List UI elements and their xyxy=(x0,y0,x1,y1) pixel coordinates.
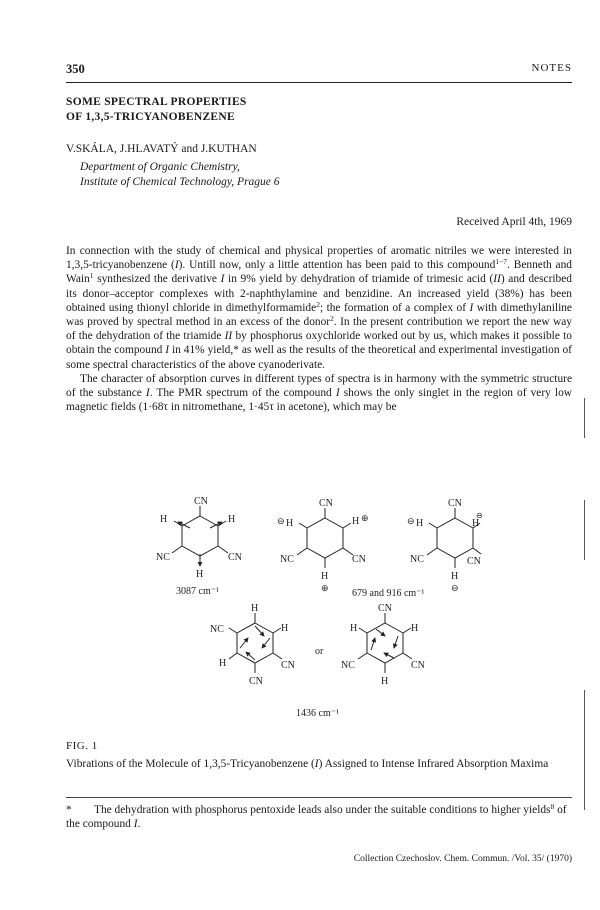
structure-ch-stretch xyxy=(172,506,228,566)
article-title xyxy=(66,95,536,125)
group-cn: CN xyxy=(467,556,481,567)
atom-h: H xyxy=(286,518,294,529)
figure-label: FIG. 1 xyxy=(66,740,98,752)
title-line-1: SOME SPECTRAL PROPERTIES xyxy=(66,96,247,108)
compound-ref: I xyxy=(220,273,225,286)
atom-h: H xyxy=(472,518,480,529)
bond xyxy=(358,653,367,659)
article-body xyxy=(66,244,572,414)
compound-ref: I xyxy=(145,387,150,400)
atom-h: H xyxy=(321,571,329,582)
received-date: Received April 4th, 1969 xyxy=(456,216,572,228)
text-run: The character of absorption curves in different types of spectra is in harmony with the symmetric structure of the substance xyxy=(66,372,572,400)
atom-h: H xyxy=(350,623,358,634)
figure-caption xyxy=(66,757,572,771)
charge-minus: ⊖ xyxy=(451,583,459,593)
footnote-mark: * xyxy=(66,804,72,816)
atom-h: H xyxy=(381,676,389,687)
margin-mark xyxy=(584,690,585,810)
citation: 2 xyxy=(330,314,334,324)
atom-h: H xyxy=(352,516,360,527)
charge-minus: ⊖ xyxy=(407,516,415,526)
bond xyxy=(403,653,412,659)
bond xyxy=(429,523,437,528)
margin-mark xyxy=(584,398,585,438)
group-nc: NC xyxy=(280,554,294,565)
group-cn: CN xyxy=(378,603,392,614)
text-run: The dehydration with phosphorus pentoxide leads also under the suitable conditions to higher yields xyxy=(94,804,551,816)
journal-citation: Collection Czechoslov. Chem. Commun. /Vol. 35/ (1970) xyxy=(353,854,572,864)
running-header xyxy=(66,62,572,80)
vibration-arrow xyxy=(262,638,270,648)
bond xyxy=(343,523,351,528)
compound-ref: I xyxy=(335,387,340,400)
citation: 1 xyxy=(89,271,94,281)
vibration-diagram xyxy=(130,488,490,728)
affiliation-line-1: Department of Organic Chemistry, xyxy=(80,161,240,173)
text-run: in 41% yield,* as well as the results of the theoretical and experimental investigation of some spectral characteristics of the above cyanoderivate. xyxy=(66,344,572,371)
vibration-arrow xyxy=(240,638,248,648)
group-cn: CN xyxy=(319,498,333,509)
atom-h: H xyxy=(219,658,227,669)
text-run: ). Untill now, only a little attention has been paid to this compound xyxy=(178,259,496,272)
text-run: ) Assigned to Intense Infrared Absorption Maxima xyxy=(318,758,549,770)
authors: V.SKÁLA, J.HLAVATÝ and J.KUTHAN xyxy=(66,143,257,155)
text-run: . Benneth and Wain xyxy=(66,259,572,286)
text-run: In connection with the study of chemical and physical properties of aromatic nitriles we were interested in 1,3,5-tricyanobenzene ( xyxy=(66,245,572,272)
bond xyxy=(229,628,237,633)
compound-ref: I xyxy=(469,301,474,314)
vibration-arrow xyxy=(376,629,385,636)
footnote xyxy=(66,803,572,831)
affiliation xyxy=(80,160,280,190)
ring-d xyxy=(237,623,273,663)
atom-h: H xyxy=(251,603,259,614)
page-number: 350 xyxy=(66,62,85,76)
charge-minus: ⊖ xyxy=(277,516,285,526)
atom-h: H xyxy=(196,569,204,580)
text-run: by phosphorus oxychloride worked out by us, which makes it possible to obtain the compound xyxy=(66,330,572,357)
text-run: ) and described its donor–acceptor complexes with 2-naphthylamine and benzidine. An increased yield (38%) has been obtained using thionyl chloride in dimethylformamide xyxy=(66,273,572,314)
group-cn: CN xyxy=(228,552,242,563)
ring-b xyxy=(307,518,343,558)
group-cn: CN xyxy=(249,676,263,687)
ring-e xyxy=(367,623,403,663)
structure-ring-1 xyxy=(229,613,282,673)
group-cn: CN xyxy=(194,496,208,507)
vibration-arrow xyxy=(394,636,398,648)
atom-h: H xyxy=(411,623,419,634)
structure-ring-2 xyxy=(358,613,412,673)
bond xyxy=(299,523,307,528)
compound-ref: I xyxy=(174,259,179,272)
paragraph-1 xyxy=(66,244,572,372)
text-run: of the compound xyxy=(66,804,567,831)
group-nc: NC xyxy=(210,624,224,635)
group-cn: CN xyxy=(448,498,462,509)
text-run: synthesized the derivative xyxy=(93,273,221,286)
ring-a xyxy=(182,516,218,556)
bond xyxy=(229,653,237,659)
text-run: Vibrations of the Molecule of 1,3,5-Tricyanobenzene ( xyxy=(66,758,315,770)
bond xyxy=(273,653,282,659)
text-run: . The PMR spectrum of the compound xyxy=(149,387,336,400)
margin-mark xyxy=(584,500,585,560)
charge-minus: ⊖ xyxy=(476,511,483,520)
paragraph-2 xyxy=(66,372,572,415)
group-cn: CN xyxy=(352,554,366,565)
compound-ref: I xyxy=(165,344,170,357)
or-label: or xyxy=(315,646,324,657)
label-3087: 3087 cm⁻¹ xyxy=(176,586,219,597)
section-label: NOTES xyxy=(531,62,572,74)
bond xyxy=(427,548,437,555)
atom-h: H xyxy=(416,518,424,529)
atom-h: H xyxy=(160,514,168,525)
compound-ref: II xyxy=(493,273,501,286)
bond xyxy=(473,548,481,554)
atom-h: H xyxy=(451,571,459,582)
ring-c xyxy=(437,518,473,558)
bond xyxy=(172,546,182,553)
group-nc: NC xyxy=(156,552,170,563)
charge-plus: ⊕ xyxy=(361,513,369,523)
text-run: with dimethylaniline was proved by spectral method in an excess of the donor xyxy=(66,301,572,329)
text-run: in 9% yield by dehydration of triamide of trimesic acid ( xyxy=(224,273,494,286)
group-cn: CN xyxy=(281,660,295,671)
label-679-916: 679 and 916 cm⁻¹ xyxy=(352,588,425,599)
bond xyxy=(403,628,411,633)
compound-ref: I xyxy=(133,818,138,831)
compound-ref: I xyxy=(314,758,319,770)
figure-1 xyxy=(130,488,490,728)
citation: 2 xyxy=(316,299,320,309)
text-run: ; the formation of a complex of xyxy=(319,301,470,314)
vibration-arrow xyxy=(371,638,375,650)
text-run: . xyxy=(137,818,141,831)
group-nc: NC xyxy=(341,660,355,671)
atom-h: H xyxy=(281,623,289,634)
bond xyxy=(297,548,307,555)
footnote-rule xyxy=(66,797,572,798)
title-line-2: OF 1,3,5-TRICYANOBENZENE xyxy=(66,111,235,123)
atom-h: H xyxy=(228,514,236,525)
label-1436: 1436 cm⁻¹ xyxy=(296,708,339,719)
compound-ref: II xyxy=(224,330,233,343)
vibration-arrow xyxy=(384,653,394,658)
citation: 8 xyxy=(550,802,555,811)
group-cn: CN xyxy=(411,660,425,671)
bond xyxy=(218,546,228,553)
affiliation-line-2: Institute of Chemical Technology, Prague 6 xyxy=(80,176,280,188)
charge-plus: ⊕ xyxy=(321,583,329,593)
header-rule xyxy=(66,82,572,83)
text-run: . In the present contribution we report the new way of the dehydration of the triamide xyxy=(66,316,572,343)
bond xyxy=(273,628,281,633)
bond xyxy=(359,628,367,633)
text-run: shows the only singlet in the region of very low magnetic fields (1·68τ in nitromethane, 1·45τ in acetone), which may be xyxy=(66,387,573,414)
citation: 1−7 xyxy=(495,257,508,267)
group-nc: NC xyxy=(410,554,424,565)
structure-oop-1 xyxy=(297,508,353,568)
